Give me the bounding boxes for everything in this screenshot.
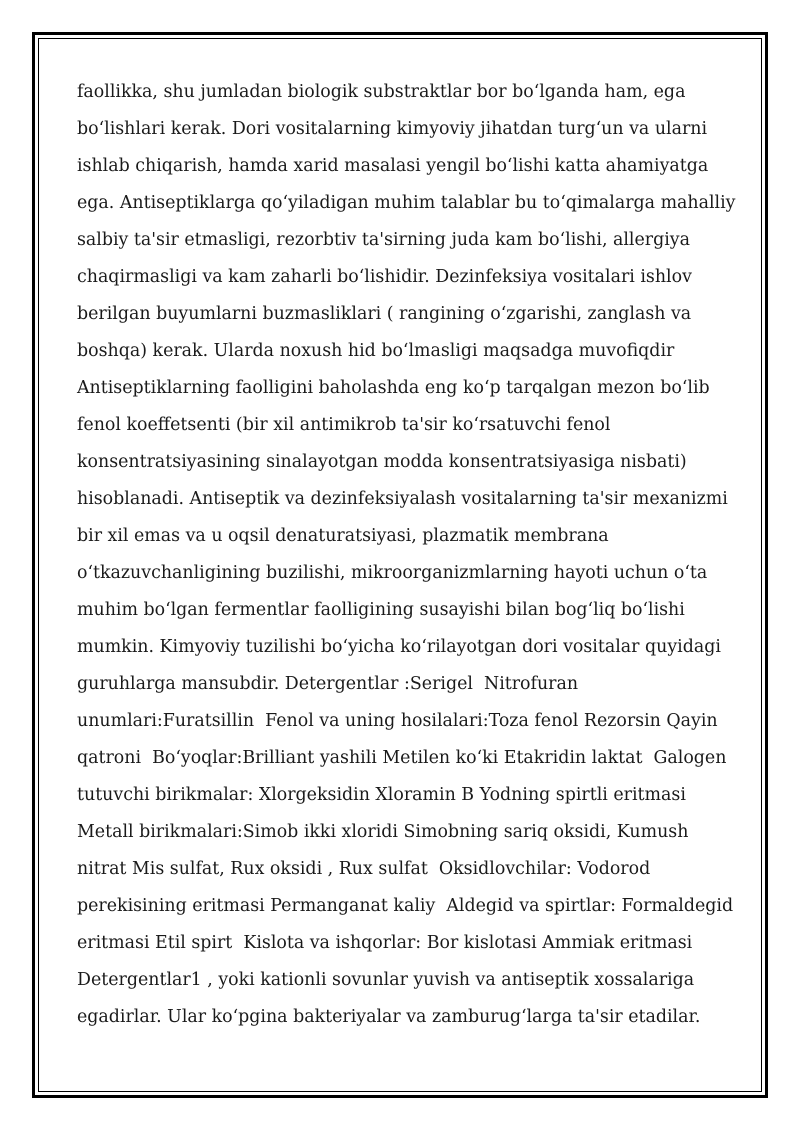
text-line: muhim bo‘lgan fermentlar faolligining susayishi bilan bog‘liq bo‘lishi	[77, 600, 685, 620]
document-body	[77, 74, 737, 1036]
text-line: faollikka, shu jumladan biologik substraktlar bor bo‘lganda ham, ega	[77, 82, 686, 102]
text-line: egadirlar. Ular ko‘pgina bakteriyalar va zamburug‘larga ta'sir etadilar.	[77, 1007, 701, 1027]
text-line: mumkin. Kimyoviy tuzilishi bo‘yicha ko‘rilayotgan dori vositalar quyidagi	[77, 637, 721, 657]
text-line: boshqa) kerak. Ularda noxush hid bo‘lmasligi maqsadga muvofiqdir	[77, 341, 675, 361]
text-line: Detergentlar1 , yoki kationli sovunlar yuvish va antiseptik xossalariga	[77, 970, 695, 990]
text-line: berilgan buyumlarni buzmasliklari ( rangining o‘zgarishi, zanglash va	[77, 304, 692, 324]
text-line: unumlari:Furatsillin Fenol va uning hosilalari:Toza fenol Rezorsin Qayin	[77, 711, 718, 731]
text-line: hisoblanadi. Antiseptik va dezinfeksiyalash vositalarning ta'sir mexanizmi	[77, 489, 728, 509]
text-line: guruhlarga mansubdir. Detergentlar :Serigel Nitrofuran	[77, 674, 579, 694]
text-line: ishlab chiqarish, hamda xarid masalasi yengil bo‘lishi katta ahamiyatga	[77, 156, 709, 176]
text-line: perekisining eritmasi Permanganat kaliy Aldegid va spirtlar: Formaldegid	[77, 896, 734, 916]
text-line: qatroni Bo‘yoqlar:Brilliant yashili Metilen ko‘ki Etakridin laktat Galogen	[77, 748, 727, 768]
text-line: eritmasi Etil spirt Kislota va ishqorlar: Bor kislotasi Ammiak eritmasi	[77, 933, 693, 953]
text-line: salbiy ta'sir etmasligi, rezorbtiv ta'sirning juda kam bo‘lishi, allergiya	[77, 230, 690, 250]
text-line: o‘tkazuvchanligining buzilishi, mikroorganizmlarning hayoti uchun o‘ta	[77, 563, 708, 583]
text-line: bo‘lishlari kerak. Dori vositalarning kimyoviy jihatdan turg‘un va ularni	[77, 119, 708, 139]
text-line: Metall birikmalari:Simob ikki xloridi Simobning sariq oksidi, Kumush	[77, 822, 689, 842]
text-line: chaqirmasligi va kam zaharli bo‘lishidir. Dezinfeksiya vositalari ishlov	[77, 267, 692, 287]
text-line: nitrat Mis sulfat, Rux oksidi , Rux sulfat Oksidlovchilar: Vodorod	[77, 859, 651, 879]
text-line: bir xil emas va u oqsil denaturatsiyasi, plazmatik membrana	[77, 526, 609, 546]
text-line: tutuvchi birikmalar: Xlorgeksidin Xloramin B Yodning spirtli eritmasi	[77, 785, 686, 805]
text-line: konsentratsiyasining sinalayotgan modda konsentratsiyasiga nisbati)	[77, 452, 687, 472]
text-line: ega. Antiseptiklarga qo‘yiladigan muhim talablar bu to‘qimalarga mahalliy	[77, 193, 736, 213]
text-line: fenol koeffetsenti (bir xil antimikrob ta'sir ko‘rsatuvchi fenol	[77, 415, 611, 435]
text-line: Antiseptiklarning faolligini baholashda eng ko‘p tarqalgan mezon bo‘lib	[77, 378, 710, 398]
